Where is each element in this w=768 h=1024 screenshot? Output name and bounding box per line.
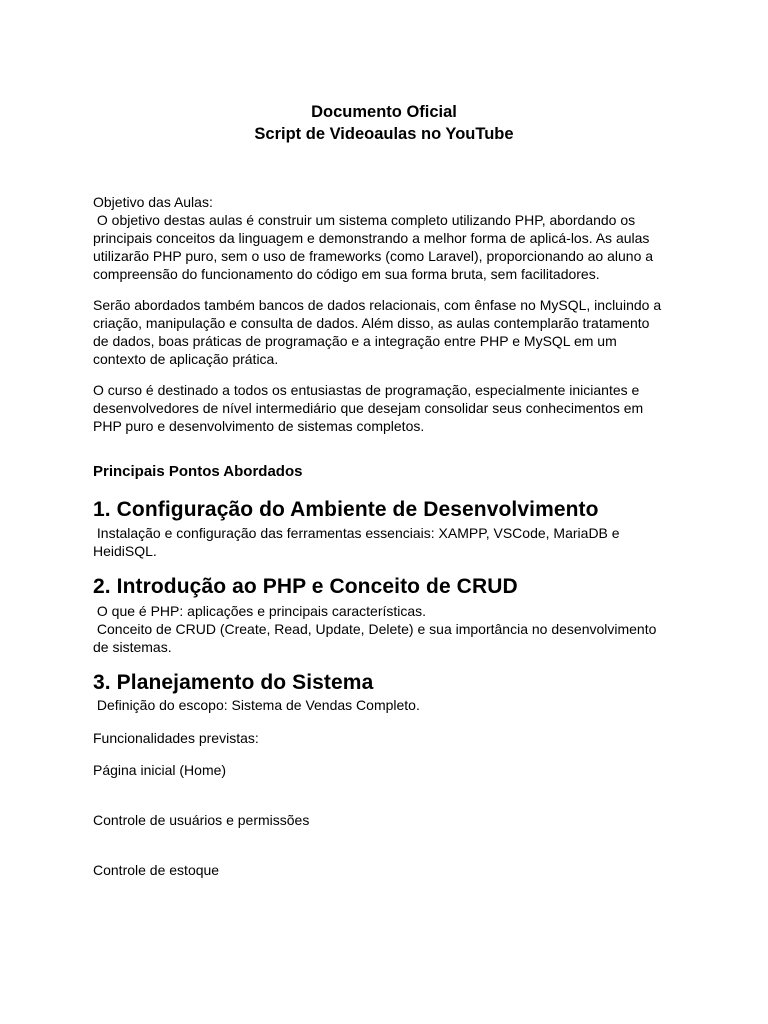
section-heading-environment: 1. Configuração do Ambiente de Desenvolvimento: [93, 498, 599, 521]
paragraph-line: O curso é destinado a todos os entusiastas de programação, especialmente iniciantes e: [93, 382, 640, 398]
section-body-php-crud: [93, 602, 683, 656]
section-body-planning: [93, 696, 683, 714]
paragraph-line: desenvolvedores de nível intermediário que desejam consolidar seus conhecimentos em: [93, 400, 644, 416]
paragraph-line: criação, manipulação e consulta de dados. Além disso, as aulas contemplarão tratamento: [93, 315, 650, 331]
document-subtitle: Script de Videoaulas no YouTube: [254, 125, 514, 143]
paragraph-line: contexto de aplicação prática.: [93, 351, 279, 367]
main-points-heading: Principais Pontos Abordados: [93, 463, 303, 480]
objective-paragraph: [93, 193, 683, 283]
paragraph-line: compreensão do funcionamento do código em sua forma bruta, sem facilitadores.: [93, 266, 600, 282]
paragraph-line: Serão abordados também bancos de dados relacionais, com ênfase no MySQL, incluindo a: [93, 297, 662, 313]
paragraph-line: Conceito de CRUD (Create, Read, Update, Delete) e sua importância no desenvolvimento: [93, 621, 657, 637]
paragraph-line: de dados, boas práticas de programação e a integração entre PHP e MySQL em um: [93, 333, 617, 349]
paragraph-line: HeidiSQL.: [93, 543, 157, 559]
paragraph-line: de sistemas.: [93, 639, 172, 655]
features-label: Funcionalidades previstas:: [93, 730, 259, 746]
section-heading-php-crud: 2. Introdução ao PHP e Conceito de CRUD: [93, 575, 518, 598]
paragraph-line: PHP puro e desenvolvimento de sistemas completos.: [93, 418, 425, 434]
audience-paragraph: [93, 381, 683, 435]
paragraph-line: Instalação e configuração das ferramentas essenciais: XAMPP, VSCode, MariaDB e: [93, 525, 620, 541]
paragraph-line: O objetivo destas aulas é construir um sistema completo utilizando PHP, abordando os: [93, 212, 636, 228]
section-body-environment: [93, 524, 683, 560]
feature-item-users: Controle de usuários e permissões: [93, 812, 310, 828]
document-title: Documento Oficial: [311, 103, 457, 121]
databases-paragraph: [93, 296, 683, 368]
paragraph-line: Definição do escopo: Sistema de Vendas Completo.: [93, 697, 420, 713]
paragraph-line: O que é PHP: aplicações e principais características.: [93, 603, 427, 619]
feature-item-home: Página inicial (Home): [93, 762, 227, 778]
section-heading-planning: 3. Planejamento do Sistema: [93, 671, 374, 694]
paragraph-line: principais conceitos da linguagem e demonstrando a melhor forma de aplicá-los. As aulas: [93, 230, 650, 246]
objective-label: Objetivo das Aulas:: [93, 194, 213, 210]
paragraph-line: utilizarão PHP puro, sem o uso de frameworks (como Laravel), proporcionando ao aluno a: [93, 248, 654, 264]
feature-item-stock: Controle de estoque: [93, 862, 220, 878]
